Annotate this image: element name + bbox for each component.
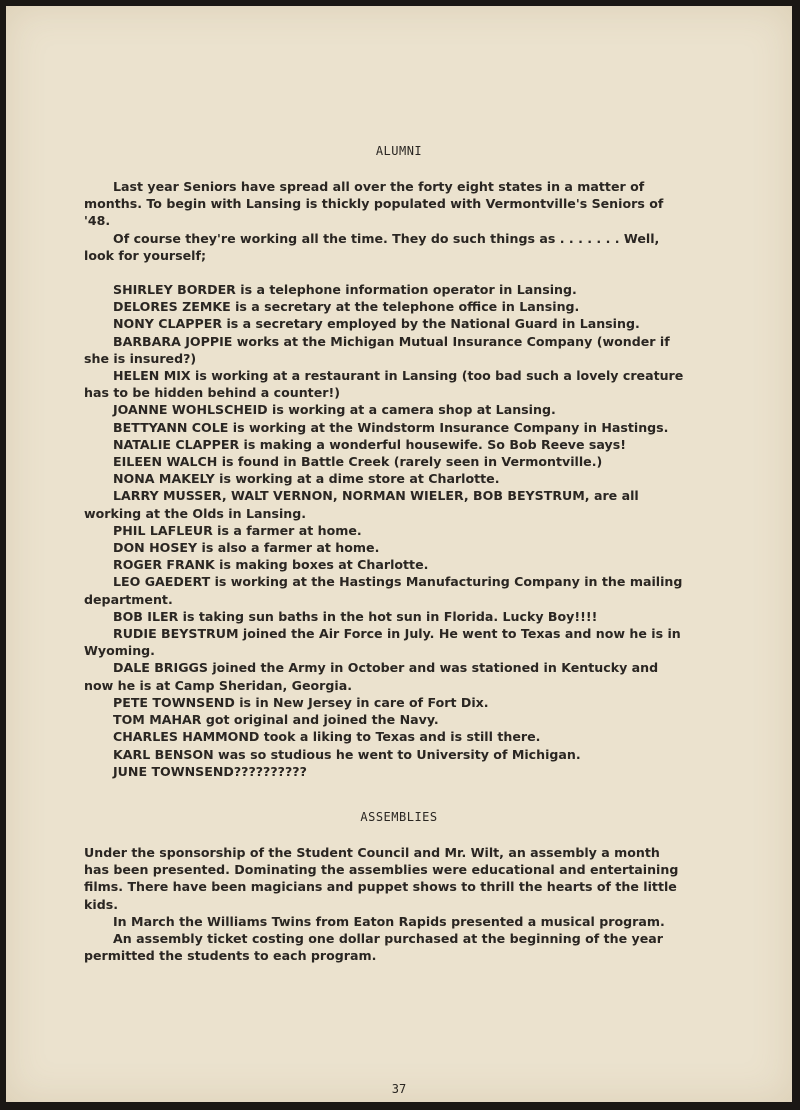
alumni-entry: ROGER FRANK is making boxes at Charlotte. <box>113 557 429 573</box>
alumni-entry: NONY CLAPPER is a secretary employed by the National Guard in Lansing. <box>113 316 640 332</box>
assemblies-paragraph: In March the Williams Twins from Eaton Rapids presented a musical program. <box>113 913 665 929</box>
alumni-entry: NATALIE CLAPPER is making a wonderful housewife. So Bob Reeve says! <box>113 436 626 452</box>
page-number: 37 <box>391 1082 407 1096</box>
alumni-entry: JUNE TOWNSEND?????????? <box>113 763 307 779</box>
alumni-entry: DON HOSEY is also a farmer at home. <box>113 540 380 556</box>
assemblies-paragraph: An assembly ticket costing one dollar purchased at the beginning of the year permitted the students to each program. <box>84 931 663 964</box>
alumni-entry: EILEEN WALCH is found in Battle Creek (rarely seen in Vermontville.) <box>113 454 603 470</box>
alumni-entry: DELORES ZEMKE is a secretary at the telephone office in Lansing. <box>113 299 580 315</box>
alumni-entry: LEO GAEDERT is working at the Hastings Manufacturing Company in the mailing department. <box>84 574 683 607</box>
assemblies-paragraph: Under the sponsorship of the Student Council and Mr. Wilt, an assembly a month has been presented. Dominating the assemblies were educational and entertaining films. There have been magicians and puppet shows to thrill the hearts of the little kids. <box>84 845 679 912</box>
alumni-entry: CHARLES HAMMOND took a liking to Texas and is still there. <box>113 729 541 745</box>
alumni-entry: BOB ILER is taking sun baths in the hot sun in Florida. Lucky Boy!!!! <box>113 608 598 624</box>
assemblies-heading: ASSEMBLIES <box>360 810 438 824</box>
alumni-entry: SHIRLEY BORDER is a telephone information operator in Lansing. <box>113 282 577 298</box>
alumni-heading: ALUMNI <box>375 144 423 158</box>
alumni-section <box>84 178 684 780</box>
alumni-entry: PETE TOWNSEND is in New Jersey in care of Fort Dix. <box>113 694 489 710</box>
alumni-entry: RUDIE BEYSTRUM joined the Air Force in July. He went to Texas and now he is in Wyoming. <box>84 626 681 659</box>
alumni-entry: BARBARA JOPPIE works at the Michigan Mutual Insurance Company (wonder if she is insured?) <box>84 333 670 366</box>
spacer <box>84 264 684 281</box>
alumni-entry: DALE BRIGGS joined the Army in October and was stationed in Kentucky and now he is at Camp Sheridan, Georgia. <box>84 660 659 693</box>
alumni-entry: KARL BENSON was so studious he went to University of Michigan. <box>113 746 581 762</box>
alumni-entry: NONA MAKELY is working at a dime store at Charlotte. <box>113 471 500 487</box>
intro-paragraph: Of course they're working all the time. They do such things as . . . . . . . Well, look for yourself; <box>84 230 660 263</box>
assemblies-section <box>84 844 684 964</box>
alumni-entry: PHIL LAFLEUR is a farmer at home. <box>113 522 362 538</box>
yearbook-page <box>6 6 792 1102</box>
alumni-entry: JOANNE WOHLSCHEID is working at a camera shop at Lansing. <box>113 402 556 418</box>
alumni-entry: TOM MAHAR got original and joined the Navy. <box>113 712 439 728</box>
intro-paragraph: Last year Seniors have spread all over the forty eight states in a matter of months. To begin with Lansing is thickly populated with Vermontville's Seniors of '48. <box>84 179 664 229</box>
alumni-entry: BETTYANN COLE is working at the Windstorm Insurance Company in Hastings. <box>113 419 669 435</box>
alumni-entry: LARRY MUSSER, WALT VERNON, NORMAN WIELER, BOB BEYSTRUM, are all working at the Olds in Lansing. <box>84 488 639 521</box>
alumni-entry: HELEN MIX is working at a restaurant in Lansing (too bad such a lovely creature has to be hidden behind a counter!) <box>84 368 684 401</box>
